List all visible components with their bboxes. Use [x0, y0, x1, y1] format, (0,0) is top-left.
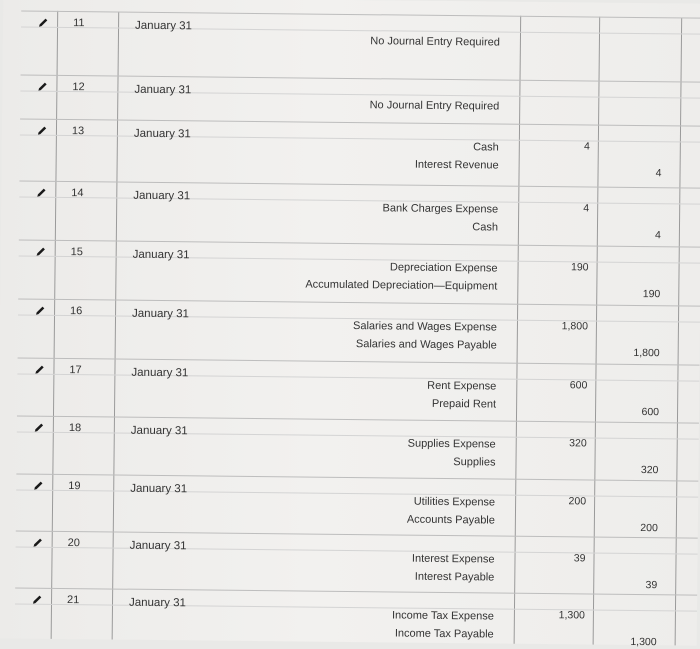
column-rule — [112, 12, 120, 640]
account-title: Income Tax Payable — [394, 627, 494, 641]
entry-date: January 31 — [133, 127, 191, 141]
account-title: Rent Expense — [427, 379, 497, 393]
entry-number: 15 — [70, 246, 84, 259]
account-title: No Journal Entry Required — [369, 99, 500, 113]
entry-number: 20 — [67, 537, 80, 550]
pencil-icon[interactable] — [33, 363, 51, 381]
entry-number: 18 — [68, 422, 82, 435]
row-separator — [16, 547, 698, 555]
account-title: Depreciation Expense — [389, 261, 498, 275]
entry-number: 21 — [66, 594, 80, 607]
debit-amount[interactable]: 200 — [568, 495, 587, 508]
credit-amount[interactable]: 320 — [640, 464, 659, 477]
column-rule — [51, 11, 59, 639]
entry-number: 14 — [71, 187, 84, 200]
credit-amount[interactable]: 1,800 — [633, 346, 660, 360]
pencil-icon[interactable] — [31, 593, 49, 611]
account-title: Interest Revenue — [414, 158, 499, 172]
entry-date: January 31 — [134, 83, 192, 97]
entry-date: January 31 — [132, 248, 190, 262]
row-separator — [17, 432, 699, 440]
row-separator — [15, 588, 697, 596]
account-title: Income Tax Expense — [391, 609, 494, 623]
row-separator — [21, 11, 700, 19]
credit-amount[interactable]: 4 — [655, 167, 662, 180]
pencil-icon[interactable] — [36, 80, 54, 98]
entry-date: January 31 — [129, 539, 187, 553]
account-title: Bank Charges Expense — [382, 202, 499, 216]
debit-amount[interactable]: 4 — [583, 140, 590, 153]
account-title: Interest Payable — [414, 570, 495, 584]
debit-amount[interactable]: 190 — [570, 261, 589, 274]
row-separator — [19, 256, 700, 264]
entry-date: January 31 — [135, 19, 193, 33]
entry-date: January 31 — [130, 424, 188, 438]
account-title: Cash — [473, 141, 499, 154]
pencil-icon[interactable] — [36, 124, 54, 142]
row-separator — [17, 374, 699, 382]
row-separator — [17, 416, 699, 424]
account-title: Salaries and Wages Expense — [352, 320, 497, 334]
pencil-icon[interactable] — [37, 16, 55, 34]
credit-amount[interactable]: 200 — [640, 522, 658, 535]
debit-amount[interactable]: 39 — [573, 552, 586, 565]
credit-amount[interactable]: 39 — [645, 579, 658, 592]
entry-number: 17 — [69, 364, 82, 377]
entry-date: January 31 — [133, 189, 191, 203]
debit-amount[interactable]: 4 — [583, 202, 590, 215]
row-separator — [16, 531, 698, 539]
entry-number: 12 — [72, 81, 85, 94]
pencil-icon[interactable] — [32, 479, 50, 497]
account-title: Interest Expense — [411, 552, 495, 566]
credit-amount[interactable]: 1,300 — [630, 635, 657, 649]
row-separator — [15, 604, 697, 612]
credit-amount[interactable]: 4 — [654, 229, 661, 242]
debit-amount[interactable]: 1,800 — [561, 320, 589, 333]
account-title: Supplies — [453, 456, 496, 469]
account-title: Cash — [472, 221, 499, 234]
pencil-icon[interactable] — [35, 186, 53, 204]
column-rule — [675, 17, 683, 645]
pencil-icon[interactable] — [32, 536, 50, 554]
entry-number: 16 — [70, 305, 83, 318]
row-separator — [18, 358, 700, 366]
column-rule — [593, 17, 601, 645]
pencil-icon[interactable] — [34, 304, 52, 322]
account-title: Utilities Expense — [413, 495, 496, 509]
pencil-icon[interactable] — [35, 245, 53, 263]
entry-date: January 31 — [130, 482, 188, 496]
credit-amount[interactable]: 600 — [641, 406, 660, 419]
entry-number: 13 — [71, 125, 85, 138]
row-separator — [18, 299, 700, 307]
row-separator — [16, 474, 698, 482]
account-title: Salaries and Wages Payable — [355, 338, 497, 352]
row-separator — [16, 490, 698, 498]
entry-date: January 31 — [131, 366, 189, 380]
account-title: Accounts Payable — [406, 513, 495, 527]
entry-date: January 31 — [131, 307, 190, 321]
entry-number: 19 — [68, 480, 81, 493]
debit-amount[interactable]: 600 — [569, 379, 588, 392]
account-title: Prepaid Rent — [431, 397, 497, 411]
credit-amount[interactable]: 190 — [642, 288, 661, 301]
account-title: Supplies Expense — [407, 437, 496, 451]
pencil-icon[interactable] — [33, 421, 51, 439]
entry-number: 11 — [73, 17, 85, 30]
column-rule — [514, 16, 522, 644]
account-title: No Journal Entry Required — [370, 35, 500, 49]
debit-amount[interactable]: 1,300 — [558, 609, 585, 622]
account-title: Accumulated Depreciation—Equipment — [305, 278, 498, 293]
debit-amount[interactable]: 320 — [569, 437, 587, 450]
entry-date: January 31 — [128, 596, 186, 610]
